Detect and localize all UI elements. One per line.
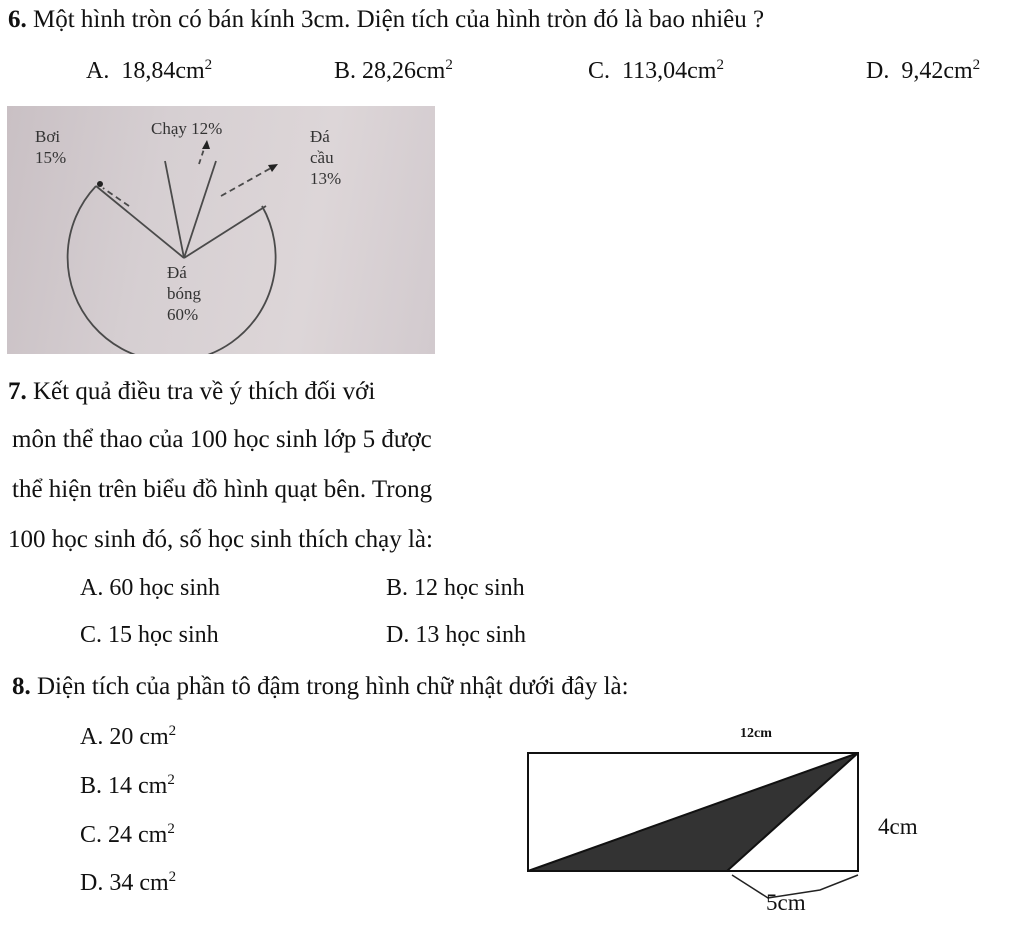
- q7-option-a[interactable]: [80, 575, 220, 602]
- option-superscript: 2: [168, 869, 177, 885]
- option-value: 9,42cm: [901, 58, 973, 84]
- option-value: 15 học sinh: [108, 622, 219, 648]
- question-6-number: 6.: [8, 6, 27, 33]
- question-7-line-3: thể hiện trên biểu đồ hình quạt bên. Trong: [12, 476, 433, 503]
- option-value: 24 cm: [108, 822, 168, 848]
- q8-option-b[interactable]: [80, 773, 175, 800]
- shaded-triangle: [528, 753, 858, 871]
- pie-label-boi: [35, 126, 66, 168]
- option-value: 34 cm: [109, 870, 169, 896]
- option-superscript: 2: [445, 57, 453, 73]
- label-line: 13%: [310, 169, 342, 188]
- q8-option-a[interactable]: [80, 724, 176, 751]
- pie-divider-boi: [96, 186, 184, 258]
- label-line: 60%: [167, 305, 199, 324]
- q6-option-b[interactable]: [334, 58, 453, 85]
- pointer-dot-boi: [97, 181, 103, 187]
- q6-option-d[interactable]: [866, 58, 980, 85]
- option-letter: C.: [80, 622, 103, 648]
- option-value: 18,84cm: [121, 58, 205, 84]
- q6-option-a[interactable]: [86, 58, 212, 85]
- pointer-arrow-chay: [202, 140, 210, 149]
- question-7-line-1: [8, 378, 375, 406]
- option-letter: A.: [80, 724, 104, 750]
- option-superscript: 2: [972, 57, 981, 73]
- option-value: 13 học sinh: [415, 622, 527, 648]
- option-letter: C.: [80, 822, 103, 848]
- option-letter: A.: [86, 58, 110, 84]
- option-letter: D.: [80, 870, 104, 896]
- width-label: 12cm: [740, 726, 772, 741]
- option-letter: B.: [334, 58, 357, 84]
- pie-divider-chay-left: [165, 161, 184, 258]
- option-value: 60 học sinh: [109, 575, 221, 601]
- question-8-text: Diện tích của phần tô đậm trong hình chữ nhật dưới đây là:: [37, 673, 629, 700]
- option-letter: B.: [80, 773, 103, 799]
- q8-option-d[interactable]: [80, 870, 176, 897]
- pie-label-chay: Chạy 12%: [151, 119, 223, 138]
- option-superscript: 2: [716, 57, 724, 73]
- option-value: 14 cm: [108, 773, 168, 799]
- question-7-number: 7.: [8, 378, 27, 405]
- base-label: 5cm: [766, 890, 806, 915]
- question-7-text: Kết quả điều tra về ý thích đối với: [33, 378, 376, 405]
- option-value: 12 học sinh: [414, 575, 525, 601]
- option-superscript: 2: [168, 723, 177, 739]
- q6-option-c[interactable]: [588, 58, 724, 85]
- option-letter: C.: [588, 58, 611, 84]
- q8-option-c[interactable]: [80, 822, 175, 849]
- pie-chart-photo: [7, 106, 435, 354]
- pie-label-dacau: [310, 126, 341, 189]
- q7-option-d[interactable]: [386, 622, 526, 649]
- option-superscript: 2: [167, 821, 175, 837]
- option-value: 113,04cm: [622, 58, 717, 84]
- question-6-text: Một hình tròn có bán kính 3cm. Diện tích của hình tròn đó là bao nhiêu ?: [33, 6, 765, 33]
- question-8: [12, 673, 629, 701]
- option-value: 28,26cm: [362, 58, 446, 84]
- option-letter: A.: [80, 575, 104, 601]
- label-line: Bơi: [35, 127, 61, 146]
- option-value: 20 cm: [109, 724, 169, 750]
- option-superscript: 2: [204, 57, 213, 73]
- option-superscript: 2: [167, 772, 175, 788]
- option-letter: B.: [386, 575, 409, 601]
- height-label: 4cm: [878, 814, 918, 839]
- pointer-dacau: [221, 168, 271, 196]
- question-7-line-2: môn thể thao của 100 học sinh lớp 5 được: [12, 426, 432, 453]
- pie-chart-drawing: [7, 106, 435, 354]
- pie-label-dabong: [167, 262, 201, 325]
- question-8-number: 8.: [12, 673, 31, 700]
- label-line: 15%: [35, 148, 67, 167]
- q7-option-c[interactable]: [80, 622, 219, 649]
- label-line: bóng: [167, 284, 201, 303]
- rectangle-drawing: [520, 720, 960, 920]
- question-6: [8, 6, 764, 34]
- option-letter: D.: [386, 622, 410, 648]
- option-letter: D.: [866, 58, 890, 84]
- question-7-line-4: 100 học sinh đó, số học sinh thích chạy là:: [8, 526, 433, 553]
- q7-option-b[interactable]: [386, 575, 525, 602]
- label-line: Đá: [310, 127, 330, 146]
- pie-divider-dacau: [184, 206, 266, 258]
- pie-divider-chay-right: [184, 161, 216, 258]
- label-line: cầu: [310, 148, 334, 167]
- rectangle-diagram: [520, 720, 960, 925]
- label-line: Đá: [167, 263, 187, 282]
